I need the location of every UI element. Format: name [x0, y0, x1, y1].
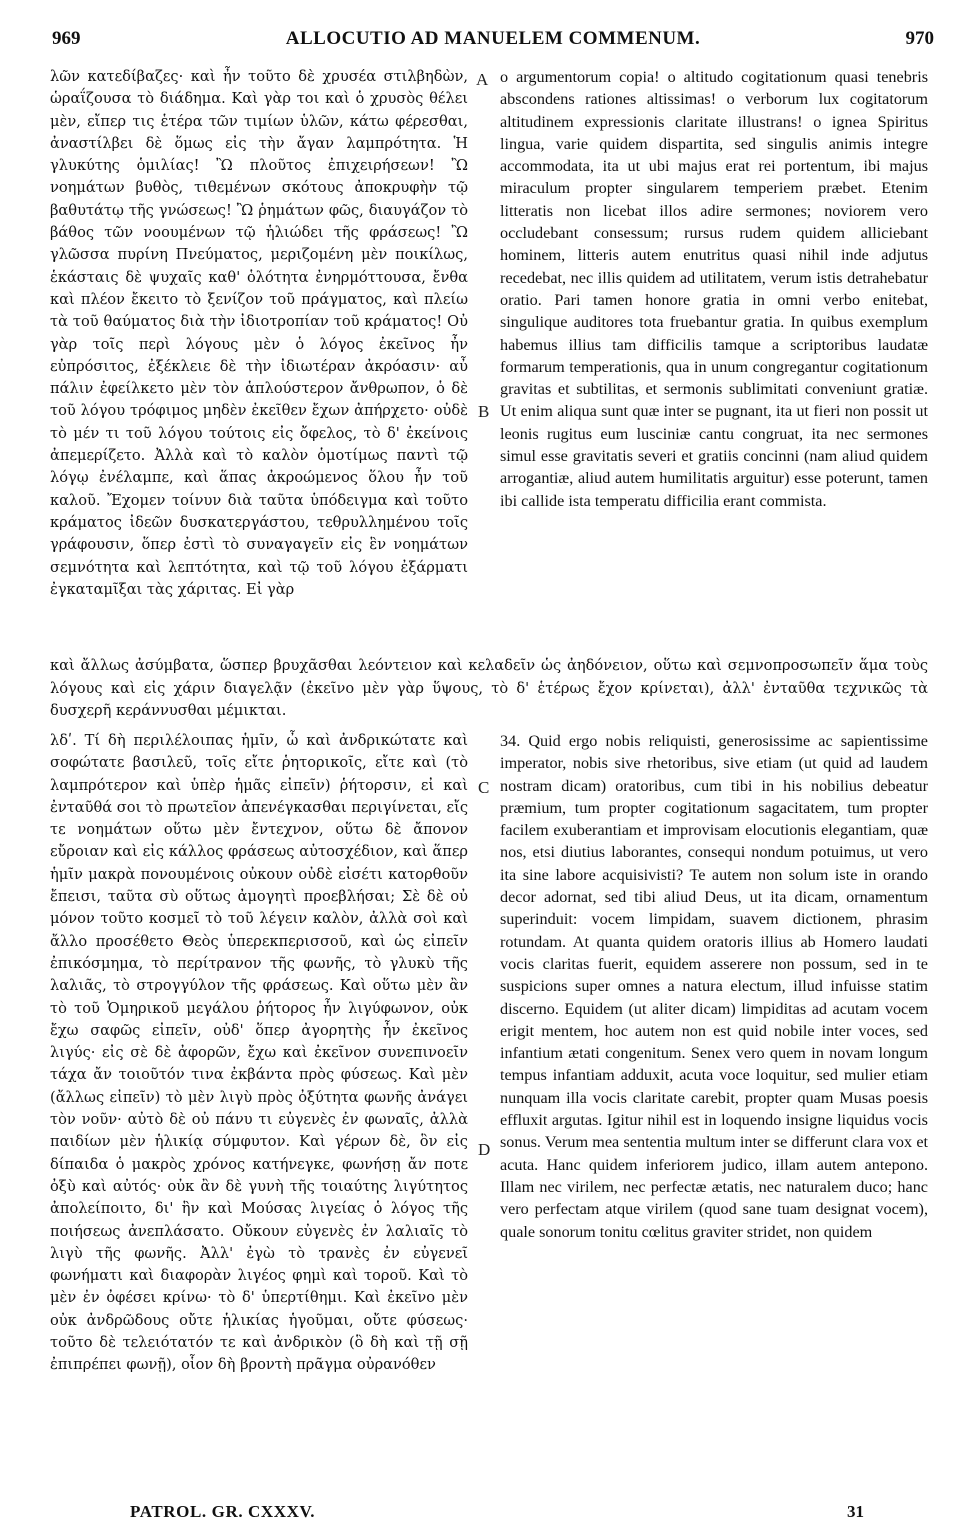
margin-letter-c: C	[478, 778, 490, 797]
margin-letter-b: B	[478, 402, 490, 421]
footer-signature: 31	[847, 1502, 864, 1521]
greek-text-top: λῶν κατεδίβαζες· καὶ ἦν τοῦτο δὲ χρυσέα στιλβηδὼν, ὡραΐζουσα τὸ διάδημα. Καὶ γὰρ τοι καὶ ὁ χρυσὸς θέλει μὲν, εἴπερ τις ἑτέρα τῶν τιμίων ὑλῶν, κάτω φέρεσθαι, ἀναστίλβει δὲ ὅμως εἰς τὴν ἄγαν λαμπρότητα. Ἡ γλυκύτης ὁμιλίας! Ὢ πλοῦτος ἐπιχειρήσεων! Ὢ νοημάτων βυθὸς, τιθεμένων σκότους ἀποκρυφὴν τῷ βαθυτάτῳ τῆς γνώσεως! Ὢ ῥημάτων φῶς, διαυγάζον τὸ βάθος τῶν νοουμένων τῷ ἡλιώδει τῆς φράσεως! Ὢ γλῶσσα πυρίνη Πνεύματος, μεριζομένη μὲν ποικίλως, ἑκάσταις δὲ ψυχαῖς καθ' ὁλότητα ἐνηρμόττουσα, ἔνθα καὶ πλέον ἔκειτο τὸ ξενίζον τοῦ πράγματος, καὶ πλείω τὰ τοῦ θαύματος διὰ τὴν ἰδιοτροπίαν τοῦ κράματος! Οὐ γὰρ τοῖς περὶ λόγους μὲν ὁ λόγος ἐκεῖνος ἦν εὐπρόσιτος, ἐξέκλειε δὲ τὴν ἰδιωτέραν ἀκρόασιν· αὖ πάλιν ἐφείλκετο μὲν τὸν ἁπλούστερον ἄνθρωπον, ὁ δὲ τοῦ λόγου τρόφιμος μηδὲν ἐκεῖθεν ἔχων ἀπήρχετο· οὐδὲ τὸ μέν τι τοῦ λόγου τούτοις εἰς ὄφελος, τὸ δ' ἐκείνοις ἀπεμερίζετο. Ἀλλὰ καὶ τὸ καλὸν ὁμοτίμως παντὶ τῷ λόγῳ ἐνέλαμπε, καὶ ἅπας ἀκροώμενος ὅλου ἦν τοῦ καλοῦ. Ἔχομεν τοίνυν διὰ ταῦτα ὑπόδειγμα καὶ τοῦτο κράματος ἰδεῶν δυσκατεργάστου, τεθρυλλημένου τοῖς γράφουσιν, ὅπερ ἐστὶ τὸ συναγαγεῖν εἰς ἓν νοημάτων σεμνότητα καὶ λεπτότητα, καὶ τῷ τοῦ λόγου ἐξάρματι ἐγκαταμῖξαι τὰς χάριτας. Εἰ γὰρ	[50, 68, 468, 598]
page-footer	[130, 1502, 864, 1526]
latin-column-top	[500, 66, 928, 512]
latin-column-bottom	[500, 730, 928, 1243]
footer-volume: PATROL. GR. CXXXV.	[130, 1502, 316, 1521]
page-number-right: 970	[905, 28, 934, 49]
margin-letter-a: A	[476, 70, 489, 89]
greek-column-bottom	[50, 730, 468, 1377]
greek-text-span: καὶ ἄλλως ἀσύμβατα, ὥσπερ βρυχᾶσθαι λεόντειον καὶ κελαδεῖν ὡς ἀηδόνειον, οὕτω καὶ σεμνοπροσωπεῖν ἅμα τοὺς λόγους καὶ εἰς χάριν διαγελᾷν (ἐκεῖνο μὲν γὰρ ὕψους, τὸ δ' ἑτέρως ἔχον κρίνεται), ἀλλ' ἐνταῦθα τεχνικῶς τὰ δυσχερῆ κεράννυσθαι μέμικται.	[50, 657, 928, 719]
greek-column-top	[50, 66, 468, 601]
greek-spanning-paragraph	[50, 655, 928, 723]
latin-text-top: o argumentorum copia! o altitudo cogitationum quasi tenebris abscondens rationes altissimas! o verborum lux cogitatorum altitudinem expressionis claritate illustrans! o ignea Spiritus lingua, varie quidem dispartita, sed singulis animis integre accommodata, ita ut ubi majus erat rei portentum, ibi majus miraculum propter singularem temperiem præbet. Etenim litteratis non licebat illos adire sermones; noviorem vero occludebant consessum; rursus rudem quidem alliciebant hominem, litteris autem enutritus quasi nihil inde adjutus recedebat, nec illis quidem ad utilitatem, verum istis detrahebatur oratio. Pari tamen honore gratia in omni verbo enitebat, singulique auditores tota fruebantur gratia. In quibus exemplum habemus illius tam difficilis tamque a scriptoribus laudatæ formarum temperationis, qua in unum congregantur cogitationum gravitas et subtilitas, et sermonis sublimitati conveniunt gratiæ. Ut enim aliqua sunt quæ inter se pugnant, ita ut fieri non possit ut leonis rugitus eum lusciniæ cantu congruat, ita nec sermones simul esse gravitatis severi et gratiis concinni (nam aliud quidem arrogantiæ, aliud autem humilitatis arguitur) esse poterunt, tamen ibi callide ista temperatu difficilia erant commista.	[500, 68, 928, 510]
greek-text-bottom: λδʹ. Τί δὴ περιλέλοιπας ἡμῖν, ὦ καὶ ἀνδρικώτατε καὶ σοφώτατε βασιλεῦ, τοῖς εἴτε ῥητορικοῖς, εἴτε καὶ (τὸ λαμπρότερον καὶ ὑπὲρ ἡμᾶς εἰπεῖν) ῥήτορσιν, εἰ καὶ ἐνταῦθά σοι τὸ πρωτεῖον ἀπενέγκασθαι περιγίνεται, εἴς τε νοημάτων οὕτω μὲν ἔντεχνον, οὕτω δὲ ἄπονον εὔροιαν καὶ εἰς κάλλος φράσεως αὐτοσχέδιον, καὶ ἅπερ ἡμῖν μακρὰ πονουμένοις οὐκουν οὐδὲ εἰσέτι κατορθοῦν ἔπεισι, ταῦτα σὺ οὕτως ἀμογητὶ προεβλήσαι; Σὲ δὲ οὐ μόνον τοῦτο κοσμεῖ τὸ τοῦ λέγειν καλὸν, ἀλλὰ σοὶ καὶ ἄλλο προσέθετο Θεὸς ὑπερεκπερισσοῦ, καὶ ὡς εἰπεῖν ἐπικόσμημα, τὸ περίτρανον τῆς φωνῆς, τὸ γλυκὺ τῆς λαλιᾶς, τὸ στρογγύλον τῆς φράσεως. Καὶ οὕτω μὲν ἂν τὸ τοῦ Ὁμηρικοῦ μεγάλου ῥήτορος ἦν λιγύφωνον, οὐκ ἔχω σαφῶς εἰπεῖν, οὐδ' ὅπερ ἀγορητὴς ἦν ἐκεῖνος λιγύς· εἰς σὲ δὲ ἀφορῶν, ἔχω καὶ ἐκεῖνον συνεπινοεῖν τάχα ἄν τοιοῦτόν τινα ἐκβάντα πρὸς φύσεως. Καὶ μὲν (ἄλλως εἰπεῖν) τὸ μὲν λιγὺ πρὸς ὀξύτητα φωνῆς ἀνάγει τὸν νοῦν· αὐτὸ δὲ οὐ πάνυ τι εὐγενὲς ἐν φωναῖς, ἀλλὰ παιδίων μὲν ἡλικίᾳ σύμφυτον. Καὶ γέρων δὲ, ὃν εἰς δίπαιδα ὁ μακρὸς χρόνος κατήνεγκε, φωνήσῃ ἄν ποτε ὀξὺ καὶ αὐτός· οὐκ ἂν δὲ γυνὴ τῆς τοιαύτης λιγύτητος ἀπολείποιτο, δι' ἣν καὶ Μούσας λιγείας ὁ λόγος τῆς ποιήσεως ἀνεπλάσατο. Οὔκουν εὐγενὲς ἐν λαλιαῖς τὸ λιγὺ τῆς φωνῆς. Ἀλλ' ἐγὼ τὸ τρανὲς ἐν εὐγενεῖ φωνήματι καὶ διαφορὰν λιγέος φημὶ καὶ τοροῦ. Καὶ τὸ μὲν ἐν ὀφέσει κρίνω· τὸ δ' ὑπερτίθημι. Καὶ ἐκεῖνο μὲν οὐκ ἀνδρῶδους οὔτε ἡλικίας ἡγοῦμαι, οὔτε φύσεως· τοῦτο δὲ τελειότατόν τε καὶ ἀνδρικὸν (ὃ δὴ καὶ τῇ σῇ ἐπιπρέπει φωνῇ), οἷον δὴ βροντὴ πρᾶγμα οὐρανόθεν	[50, 732, 468, 1374]
margin-letter-d: D	[478, 1140, 491, 1159]
running-header	[52, 28, 934, 54]
latin-text-bottom: 34. Quid ergo nobis reliquisti, generosissime ac sapientissime imperator, nobis sive rhetoribus, sive etiam (ut quid ad laudem nostram dicam) oratoribus, cum tibi in his nobilius debeatur præmium, tum propter cogitationum sagacitatem, tum propter facilem exuberantiam et improvisam elocutionis elegantiam, quæ nos, etsi diutius laborantes, consequi nondum potuimus, ut vero ita sine labore acquisivisti? Te autem non solum iste in orando decor adornat, sed tibi aliud Deus, ut ita dicam, ornamentum superinduit: vocem limpidam, suavem dictionem, phrasim rotundam. At quanta quidem oratoris illius ab Homero laudati vocis claritas fuerit, equidem asserere non possum, sed in te suspicions super omnes a natura electum, illud infuisse statim discerno. Equidem (ut aliter dicam) limpiditas ad acutam vocem erigit mentem, hoc autem non est quid nobile inter voces, sed infantium ætati congenitum. Senex vero quem in novam longum tempus infantiam adduxit, acuta voce loquitur, sed mulier etiam nunquam illa vocis claritate carebit, propter quam Musas poesis effluxit argutas. Igitur nihil est in loquendo insigne liquidus vocis sonus. Verum mea sententia multum inter se differunt clara vox et acuta. Hanc quidem inferiorem judico, illam autem antepono. Illam nec virilem, nec perfectæ ætatis, nec naturalem duco; hanc vero perfectam atque virilem (quod sane tuam designat vocem), quale sonorum tonitu cœlitus graviter stridet, non quidem	[500, 732, 928, 1241]
page-number-left: 969	[52, 28, 81, 49]
page-title: ALLOCUTIO AD MANUELEM COMMENUM.	[285, 28, 701, 49]
